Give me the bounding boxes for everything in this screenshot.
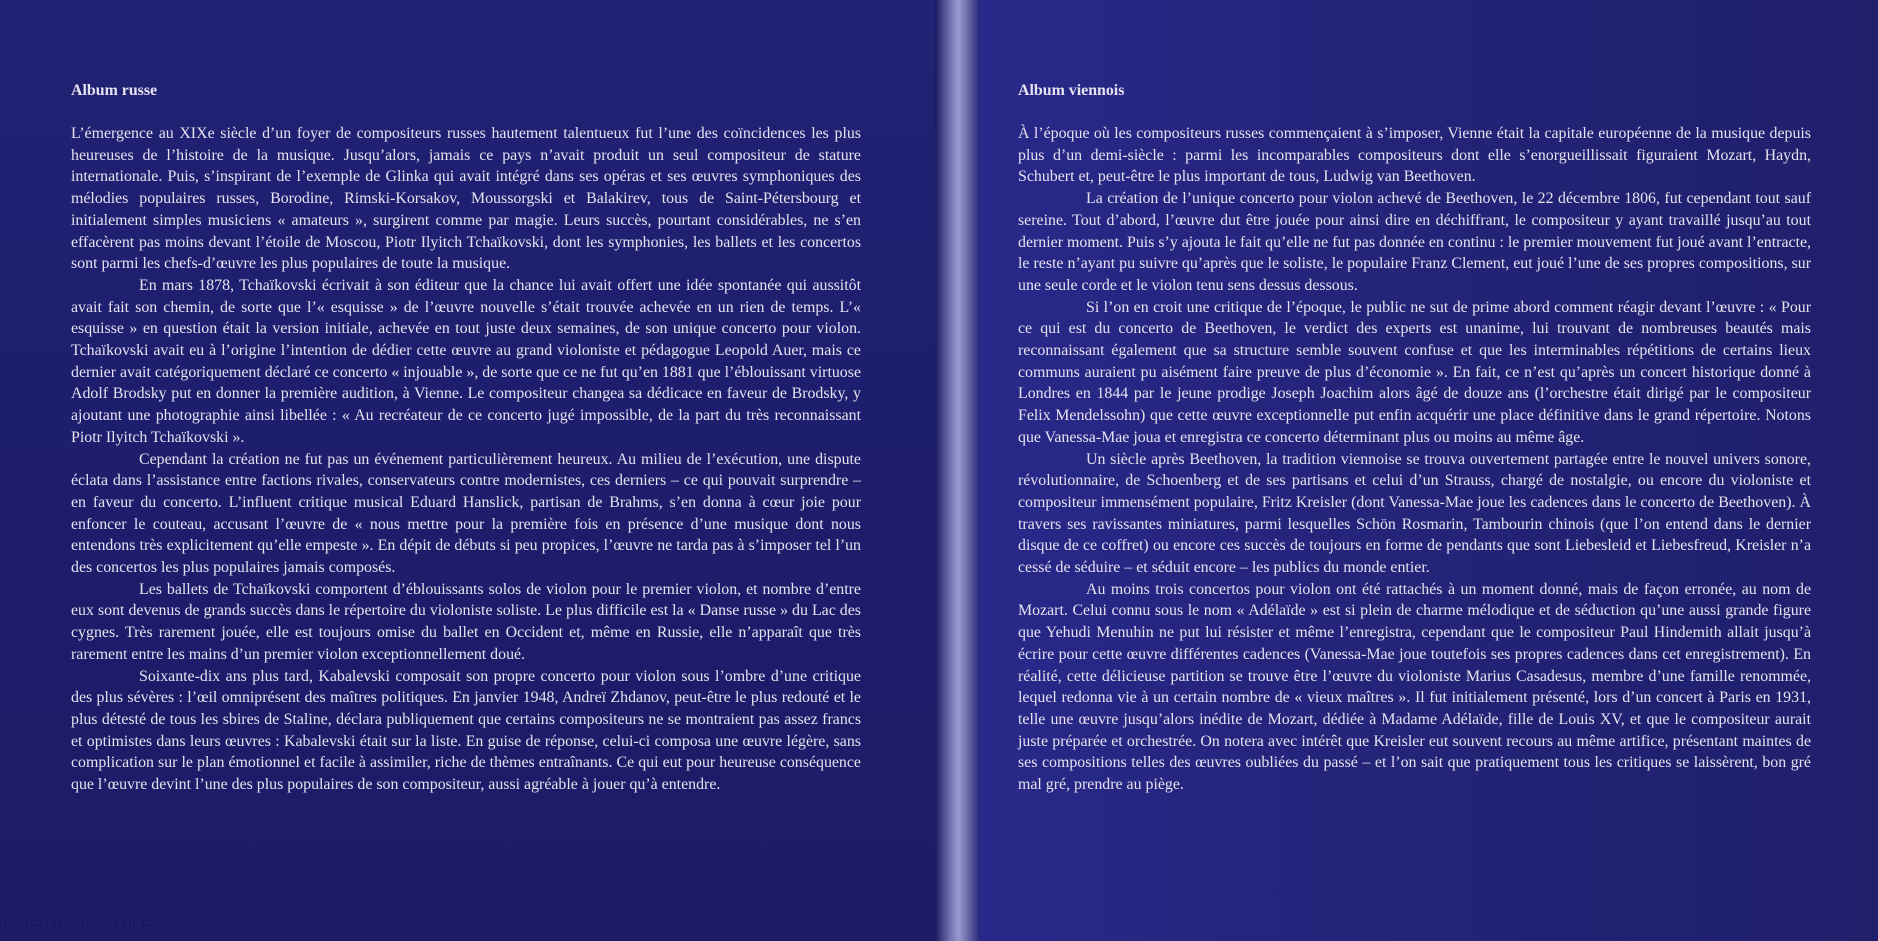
right-paragraph-2: La création de l’unique concerto pour violon achevé de Beethoven, le 22 décembre 1806, fut cependant tout sauf sereine. Tout d’abord, l’œuvre dut être jouée pour ainsi dire en déchiffrant, le compositeur y ayant travaillé jusqu’au tout dernier moment. Puis s’y ajouta le fait qu’elle ne fut pas donnée en continu : le premier mouvement fut joué avant l’entracte, le reste n’ayant pu suivre qu’après que le soliste, le populaire Franz Clement, eut joué l’une de ses propres compositions, sur une seule corde et le violon tenu sens dessus dessous. xyxy=(1018,190,1811,294)
right-paragraph-3: Si l’on en croit une critique de l’époque, le public ne sut de prime abord comment réagir devant l’œuvre : « Pour ce qui est du concerto de Beethoven, le verdict des experts est unanime, lui trouvant de nombreuses beautés mais reconnaissant également que sa structure semble souvent confuse et que les interminables répétitions de certains lieux communs auraient pu aisément faire preuve de plus d’économie ». En fait, ce n’est qu’après un concert historique donné à Londres en 1844 par le jeune prodige Joseph Joachim alors âgé de douze ans (l’orchestre était dirigé par le compositeur Felix Mendelssohn) que cette œuvre exceptionnelle put enfin acquérir une place définitive dans le grand répertoire. Notons que Vanessa-Mae joua et enregistra ce concerto déterminant plus ou moins au même âge. xyxy=(1018,298,1811,446)
right-paragraph-1: À l’époque où les compositeurs russes commençaient à s’imposer, Vienne était la capitale européenne de la musique depuis plus d’un demi-siècle : parmi les incomparables compositeurs dont elle s’enorgueillissait figuraient Mozart, Haydn, Schubert et, peut-être le plus important de tous, Ludwig van Beethoven. xyxy=(1018,125,1811,186)
left-paragraph-3: Cependant la création ne fut pas un événement particulièrement heureux. Au milieu de l’exécution, une dispute éclata dans l’assistance entre factions rivales, conservateurs contre modernistes, ces derniers – ce qui pouvait surprendre – en faveur du concerto. L’influent critique musical Eduard Hanslick, partisan de Brahms, s’en donna à cœur joie pour enfoncer le couteau, accusant l’œuvre de « nous mettre pour la première fois en présence d’une musique dont nous entendons très explicitement qu’elle empeste ». En dépit de débuts si peu propices, l’œuvre ne tarda pas à s’imposer tel l’un des concertos les plus populaires jamais composés. xyxy=(71,450,861,577)
watermark-text: Glenn Cooke xyxy=(3,909,155,939)
right-page xyxy=(980,0,1878,941)
left-paragraph-5: Soixante-dix ans plus tard, Kabalevski composait son propre concerto pour violon sous l’ombre d’une critique des plus sévères : l’œil omniprésent des maîtres politiques. En janvier 1948, Andreï Zhdanov, peut-être le plus redouté et le plus détesté de tous les sbires de Staline, déclara publiquement que certains compositeurs ne se montraient pas assez francs et optimistes dans leurs œuvres : Kabalevski était sur la liste. En guise de réponse, celui-ci composa une œuvre légère, sans complication sur le plan émotionnel et facile à assimiler, riche de thèmes entraînants. Ce qui eut pour heureuse conséquence que l’œuvre devint l’une des plus populaires de son compositeur, aussi agréable à jouer qu’à entendre. xyxy=(71,667,861,794)
left-paragraph-1: L’émergence au XIXe siècle d’un foyer de compositeurs russes hautement talentueux fut l’une des coïncidences les plus heureuses de l’histoire de la musique. Jusqu’alors, jamais ce pays n’avait produit un seul compositeur de stature internationale. Puis, s’inspirant de l’exemple de Glinka qui avait intégré dans ses opéras et ses œuvres symphoniques des mélodies populaires russes, Borodine, Rimski-Korsakov, Moussorgski et Balakirev, tous de Saint-Pétersbourg et initialement simples musiciens « amateurs », surgirent comme par magie. Leurs succès, pourtant considérables, ne s’en effacèrent pas moins devant l’étoile de Moscou, Piotr Ilyitch Tchaïkovski, dont les symphonies, les ballets et les concertos sont parmi les chefs-d’œuvre les plus populaires de toute la musique. xyxy=(71,125,861,273)
left-column xyxy=(71,80,861,796)
left-heading: Album russe xyxy=(71,82,158,99)
right-column xyxy=(1018,80,1811,796)
right-heading: Album viennois xyxy=(1018,82,1125,99)
right-paragraph-4: Un siècle après Beethoven, la tradition viennoise se trouva ouvertement partagée entre le nouvel univers sonore, révolutionnaire, de Schoenberg et de ses partisans et celui d’un Strauss, chargé de nostalgie, ou encore du violoniste et compositeur immensément populaire, Fritz Kreisler (dont Vanessa-Mae joue les cadences dans le concerto de Beethoven). À travers ses ravissantes miniatures, parmi lesquelles Schön Rosmarin, Tambourin chinois (que l’on entend dans le dernier disque de ce coffret) ou encore ces succès de toujours en forme de pendants que sont Liebesleid et Liebesfreud, Kreisler n’a cessé de séduire – et séduit encore – les publics du monde entier. xyxy=(1018,450,1811,577)
left-page xyxy=(0,0,935,941)
book-spine xyxy=(935,0,980,941)
left-paragraph-2: En mars 1878, Tchaïkovski écrivait à son éditeur que la chance lui avait offert une idée spontanée qui aussitôt avait fait son chemin, de sorte que l’« esquisse » de l’œuvre nouvelle s’était trouvée achevée en un rien de temps. L’« esquisse » en question était la version initiale, achevée en tout juste deux semaines, de son unique concerto pour violon. Tchaïkovski avait eu à l’origine l’intention de dédier cette œuvre au grand violoniste et pédagogue Leopold Auer, mais ce dernier avait catégoriquement déclaré ce concerto « injouable », de sorte que ce ne fut qu’en 1881 que l’éblouissant virtuose Adolf Brodsky put en donner la première audition, à Vienne. Le compositeur changea sa dédicace en faveur de Brodsky, y ajoutant une photographie ainsi libellée : « Au recréateur de ce concerto jugé impossible, de la part du très reconnaissant Piotr Ilyitch Tchaïkovski ». xyxy=(71,276,861,446)
right-paragraph-5: Au moins trois concertos pour violon ont été rattachés à un moment donné, mais de façon erronée, au nom de Mozart. Celui connu sous le nom « Adélaïde » est si plein de charme mélodique et de séduction qu’une aussi grande figure que Yehudi Menuhin ne put lui résister et même l’enregistra, cependant que le compositeur Paul Hindemith allait jusqu’à écrire pour cette œuvre différentes cadences (Vanessa-Mae joue toutefois ses propres cadences dans cet enregistrement). En réalité, cette délicieuse partition se trouve être l’œuvre du violoniste Marius Casadesus, membre d’une famille renommée, lequel redonna vie à un certain nombre de « vieux maîtres ». Il fut initialement présenté, lors d’un concert à Paris en 1931, telle une œuvre jusqu’alors inédite de Mozart, dédiée à Madame Adélaïde, fille de Louis XV, et que le compositeur aurait juste préparée et orchestrée. On notera avec intérêt que Kreisler eut souvent recours au même artifice, présentant maintes de ses compositions telles des œuvres oubliées du passé – et l’on sait que pratiquement tous les critiques se laissèrent, bon gré mal gré, prendre au piège. xyxy=(1018,580,1811,794)
left-paragraph-4: Les ballets de Tchaïkovski comportent d’éblouissants solos de violon pour le premier violon, et nombre d’entre eux sont devenus de grands succès dans le répertoire du violoniste soliste. Le plus difficile est la « Danse russe » du Lac des cygnes. Très rarement jouée, elle est toujours omise du ballet en Occident et, même en Russie, elle n’apparaît que très rarement entre les mains d’un premier violon exceptionnellement doué. xyxy=(71,580,861,663)
